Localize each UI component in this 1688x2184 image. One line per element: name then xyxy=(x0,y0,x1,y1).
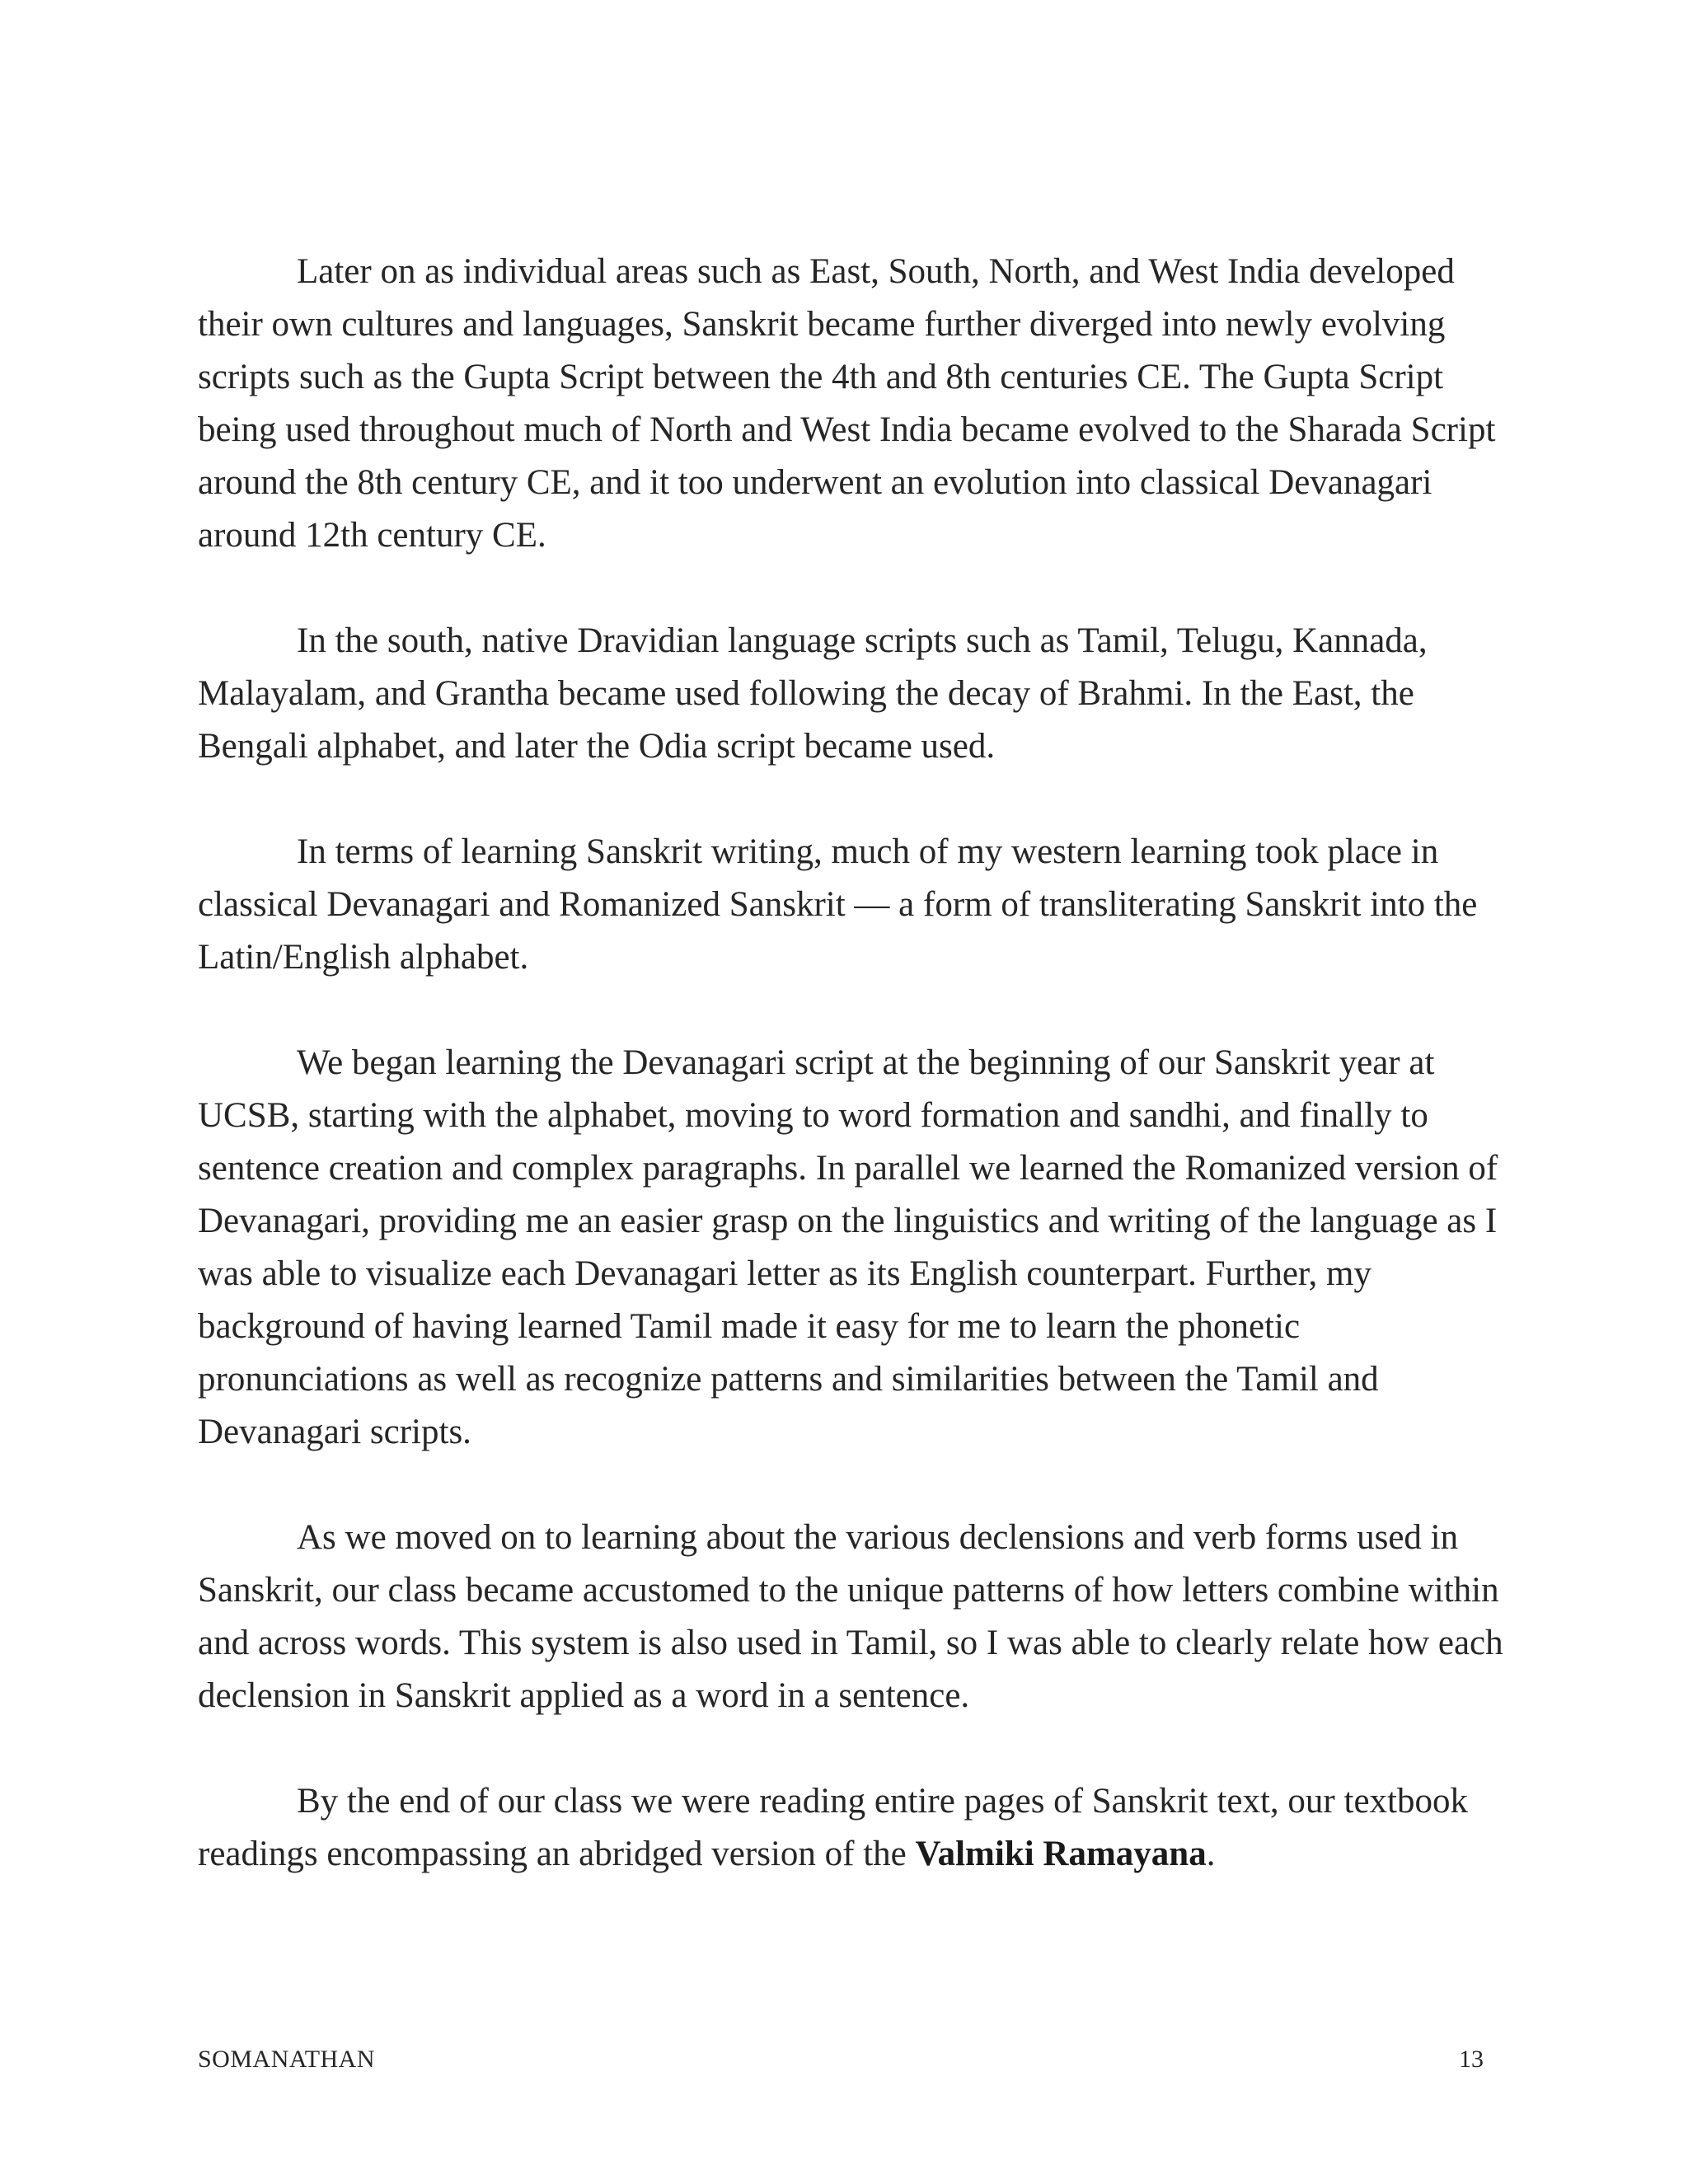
paragraph-south-east-scripts: In the south, native Dravidian language scripts such as Tamil, Telugu, Kannada, Malayalam, and Grantha became used following the decay of Brahmi. In the East, the Bengali alphabet, and later the Odia script became used. xyxy=(198,621,1428,766)
page-body xyxy=(198,246,1504,1881)
conclusion-lead-text: By the end of our class we were reading entire pages of Sanskrit text, our textbook readings encompassing an abridged version of the xyxy=(198,1782,1468,1873)
paragraph-devanagari-study: We began learning the Devanagari script at the beginning of our Sanskrit year at UCSB, starting with the alphabet, moving to word formation and sandhi, and finally to sentence creation and complex paragraphs. In parallel we learned the Romanized version of Devanagari, providing me an easier grasp on the linguistics and writing of the language as I was able to visualize each Devanagari letter as its English counterpart. Further, my background of having learned Tamil made it easy for me to learn the phonetic pronunciations as well as recognize patterns and similarities between the Tamil and Devanagari scripts. xyxy=(198,1043,1498,1451)
book-title-emphasis: Valmiki Ramayana xyxy=(915,1835,1207,1873)
paragraph-class-conclusion xyxy=(198,1775,1504,1881)
footer-author: SOMANATHAN xyxy=(198,2046,376,2073)
paragraph-script-evolution: Later on as individual areas such as East, South, North, and West India developed their own cultures and languages, Sanskrit became further diverged into newly evolving scripts such as the Gupta Script between the 4th and 8th centuries CE. The Gupta Script being used throughout much of North and West India became evolved to the Sharada Script around the 8th century CE, and it too underwent an evolution into classical Devanagari around 12th century CE. xyxy=(198,252,1496,555)
conclusion-tail-text: . xyxy=(1206,1835,1216,1873)
page-number: 13 xyxy=(1459,2046,1484,2073)
paragraph-declensions: As we moved on to learning about the various declensions and verb forms used in Sanskrit, our class became accustomed to the unique patterns of how letters combine within and across words. This system is also used in Tamil, so I was able to clearly relate how each declension in Sanskrit applied as a word in a sentence. xyxy=(198,1518,1503,1715)
paragraph-learning-writing: In terms of learning Sanskrit writing, much of my western learning took place in classical Devanagari and Romanized Sanskrit — a form of transliterating Sanskrit into the Latin/English alphabet. xyxy=(198,832,1478,977)
